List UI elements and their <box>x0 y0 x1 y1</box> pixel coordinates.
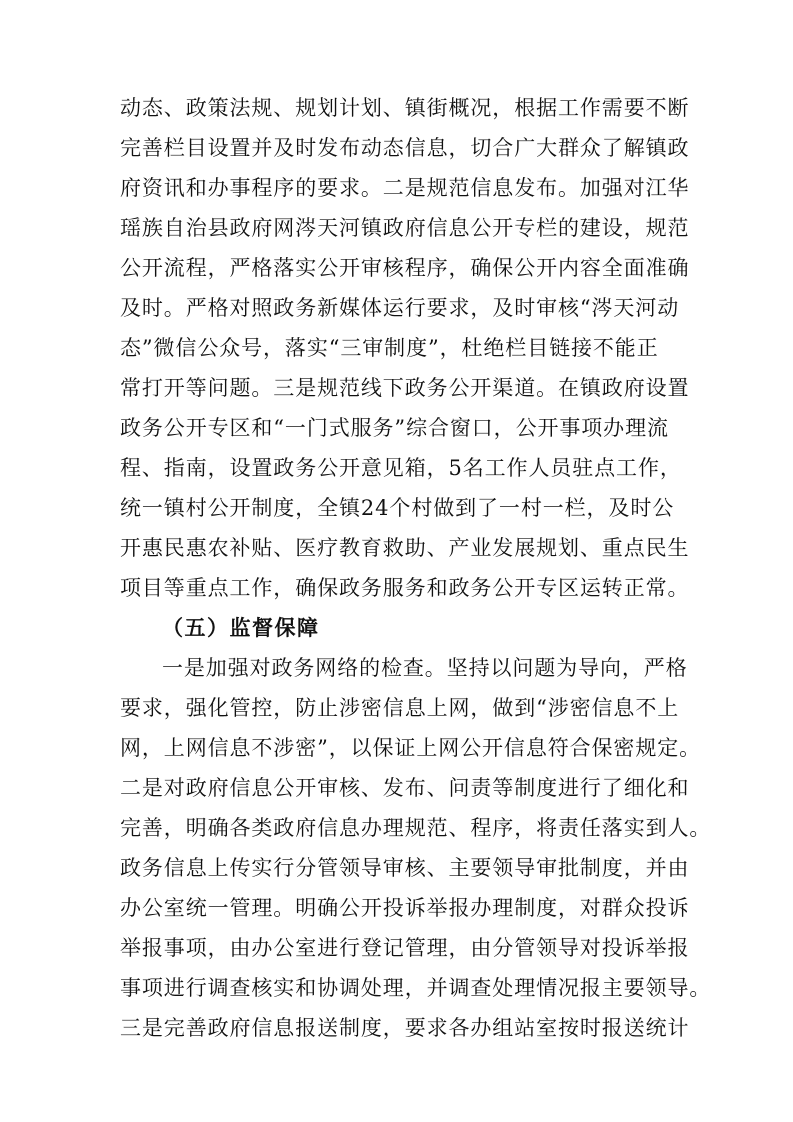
section-heading: （五）监督保障 <box>162 616 320 640</box>
text-line: 举报事项，由办公室进行登记管理，由分管领导对投诉举报 <box>120 936 690 960</box>
text-line: 公开流程，严格落实公开审核程序，确保公开内容全面准确 <box>120 256 690 280</box>
text-line: 一是加强对政务网络的检查。坚持以问题为导向，严格 <box>162 656 688 680</box>
text-line: 瑶族自治县政府网涔天河镇政府信息公开专栏的建设，规范 <box>120 216 690 240</box>
text-line: 项目等重点工作，确保政务服务和政务公开专区运转正常。 <box>120 576 690 600</box>
text-line: 动态、政策法规、规划计划、镇街概况，根据工作需要不断 <box>120 96 690 120</box>
text-line: 完善，明确各类政府信息办理规范、程序，将责任落实到人。 <box>120 816 712 840</box>
text-line: 事项进行调查核实和协调处理，并调查处理情况报主要领导。 <box>120 976 712 1000</box>
text-line: 政务公开专区和“一门式服务”综合窗口，公开事项办理流 <box>120 416 669 440</box>
text-line: 二是对政府信息公开审核、发布、问责等制度进行了细化和 <box>120 776 690 800</box>
text-line: 完善栏目设置并及时发布动态信息，切合广大群众了解镇政 <box>120 136 690 160</box>
text-line: 网，上网信息不涉密”，以保证上网公开信息符合保密规定。 <box>120 736 702 760</box>
text-line: 程、指南，设置政务公开意见箱，5名工作人员驻点工作， <box>120 456 682 480</box>
text-line: 常打开等问题。三是规范线下政务公开渠道。在镇政府设置 <box>120 376 690 400</box>
text-line: 要求，强化管控，防止涉密信息上网，做到“涉密信息不上 <box>120 696 680 720</box>
text-line: 府资讯和办事程序的要求。二是规范信息发布。加强对江华 <box>120 176 690 200</box>
text-line: 态”微信公众号，落实“三审制度”，杜绝栏目链接不能正 <box>120 336 659 360</box>
text-line: 统一镇村公开制度，全镇24个村做到了一村一栏，及时公 <box>120 496 675 520</box>
text-line: 三是完善政府信息报送制度，要求各办组站室按时报送统计 <box>120 1016 690 1040</box>
text-line: 办公室统一管理。明确公开投诉举报办理制度，对群众投诉 <box>120 896 690 920</box>
text-line: 及时。严格对照政务新媒体运行要求，及时审核“涔天河动 <box>120 296 680 320</box>
text-line: 政务信息上传实行分管领导审核、主要领导审批制度，并由 <box>120 856 690 880</box>
text-line: 开惠民惠农补贴、医疗教育救助、产业发展规划、重点民生 <box>120 536 690 560</box>
